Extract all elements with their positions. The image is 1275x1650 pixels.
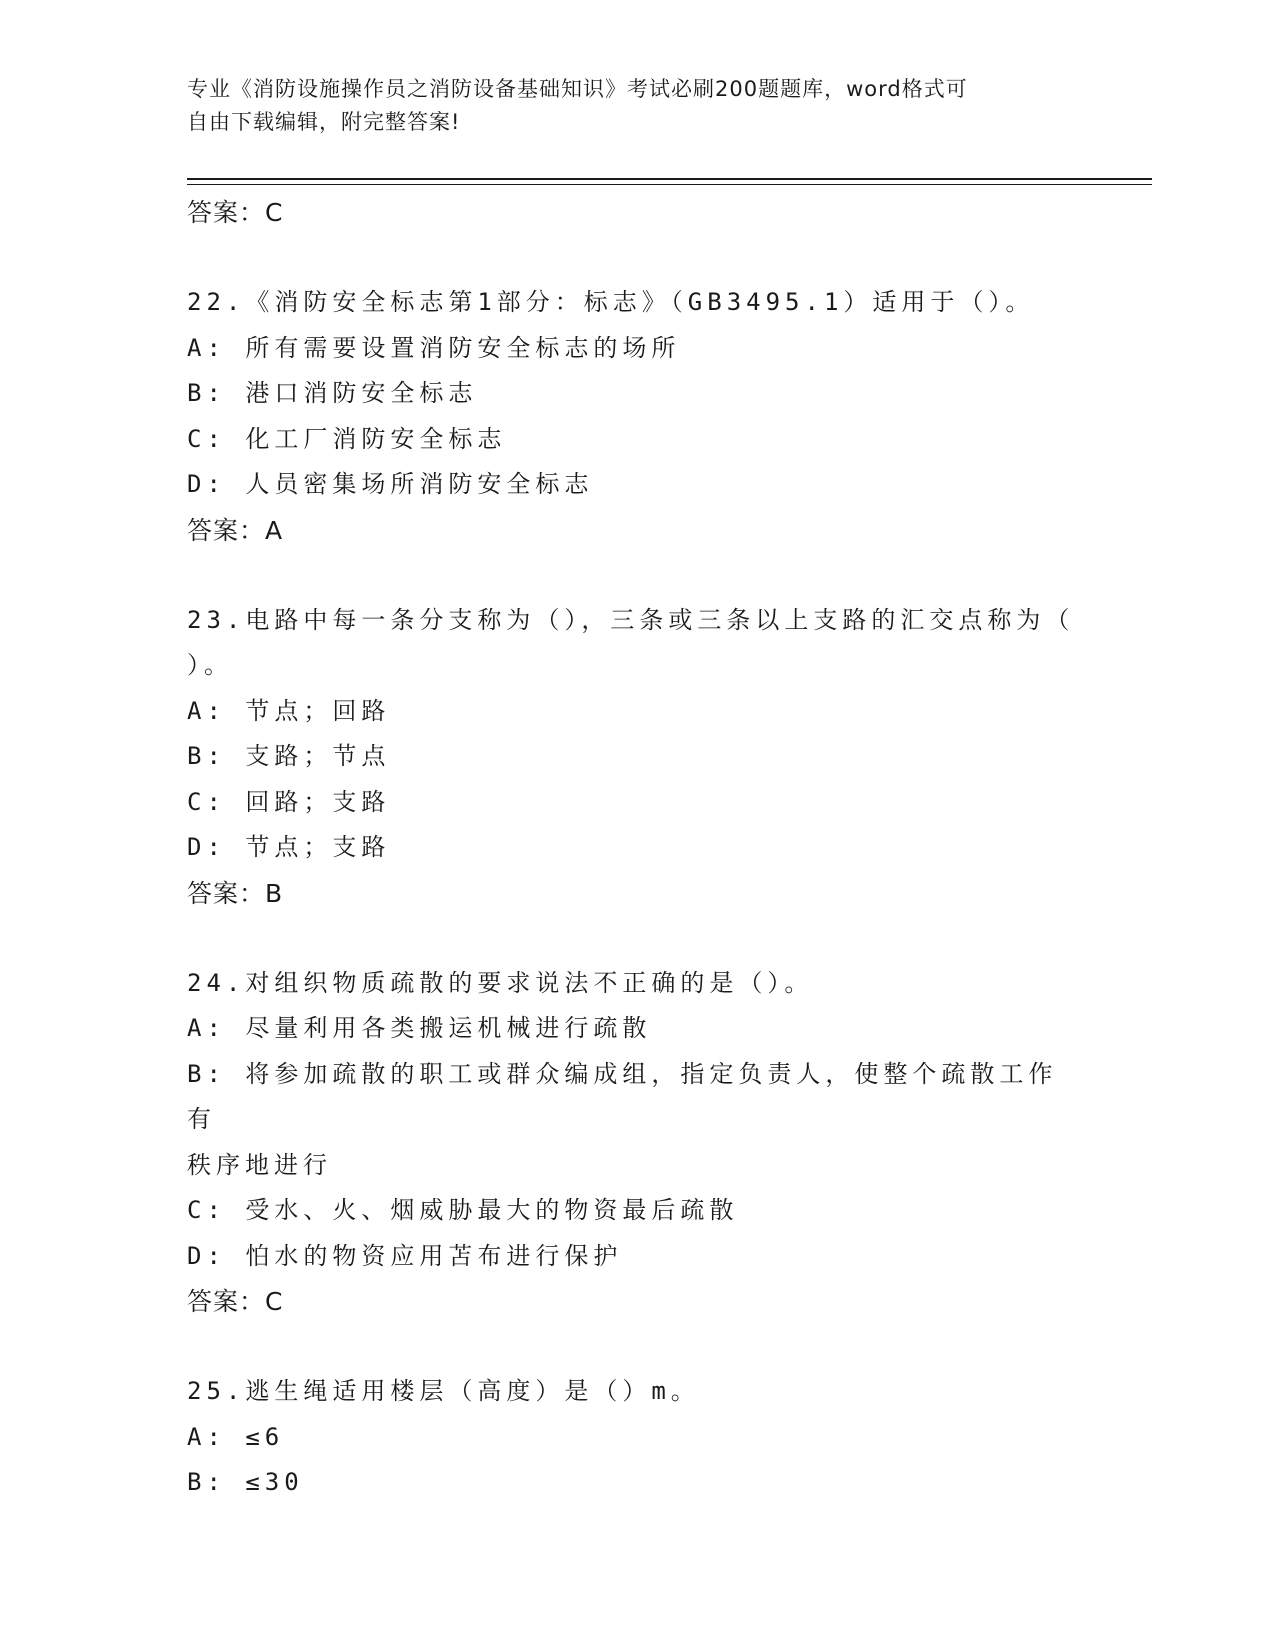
option-text: C: 化工厂消防安全标志 xyxy=(187,424,507,453)
header-rule-thin xyxy=(187,184,1152,185)
answer-line: 答案：C xyxy=(187,1287,284,1316)
question-block xyxy=(187,1369,1082,1506)
question-text: 25.逃生绳适用楼层（高度）是（）m。 xyxy=(187,1377,700,1405)
option-text: D: 怕水的物资应用苫布进行保护 xyxy=(187,1241,623,1270)
question-block xyxy=(187,598,1082,916)
option-text: B: 将参加疏散的职工或群众编成组，指定负责人，使整个疏散工作有 xyxy=(187,1059,1058,1133)
document-header xyxy=(187,73,1067,139)
option-text: C: 受水、火、烟威胁最大的物资最后疏散 xyxy=(187,1196,739,1224)
answer-line: 答案：A xyxy=(187,515,284,545)
option-text: A: 所有需要设置消防安全标志的场所 xyxy=(187,333,681,362)
question-text: ）。 xyxy=(187,651,233,679)
answer-line: 答案：C xyxy=(187,198,284,227)
header-rule-thick xyxy=(187,178,1152,180)
question-spacer xyxy=(187,916,1082,961)
option-text: D: 人员密集场所消防安全标志 xyxy=(187,470,594,498)
option-text: B: 支路；节点 xyxy=(187,742,391,770)
option-text: D: 节点；支路 xyxy=(187,833,391,861)
question-block xyxy=(187,961,1082,1325)
header-line-2: 自由下载编辑，附完整答案! xyxy=(187,110,461,134)
question-text: 24.对组织物质疏散的要求说法不正确的是（）。 xyxy=(187,968,814,997)
question-block xyxy=(187,280,1082,553)
question-spacer xyxy=(187,235,1082,280)
option-text: C: 回路；支路 xyxy=(187,787,391,816)
option-text: A: 尽量利用各类搬运机械进行疏散 xyxy=(187,1014,652,1042)
question-spacer xyxy=(187,1324,1082,1369)
question-text: 22.《消防安全标志第1部分：标志》（GB3495.1）适用于（）。 xyxy=(187,288,1035,316)
option-text: 秩序地进行 xyxy=(187,1150,332,1179)
option-text: A: ≤6 xyxy=(187,1422,285,1451)
question-list xyxy=(187,190,1082,1506)
option-text: B: ≤30 xyxy=(187,1468,304,1496)
answer-line: 答案：B xyxy=(187,878,284,908)
option-text: A: 节点；回路 xyxy=(187,696,391,725)
option-text: B: 港口消防安全标志 xyxy=(187,379,478,407)
question-text: 23.电路中每一条分支称为（），三条或三条以上支路的汇交点称为（ xyxy=(187,605,1075,634)
question-spacer xyxy=(187,553,1082,598)
header-line-1: 专业《消防设施操作员之消防设备基础知识》考试必刷200题题库，word格式可 xyxy=(187,77,968,101)
